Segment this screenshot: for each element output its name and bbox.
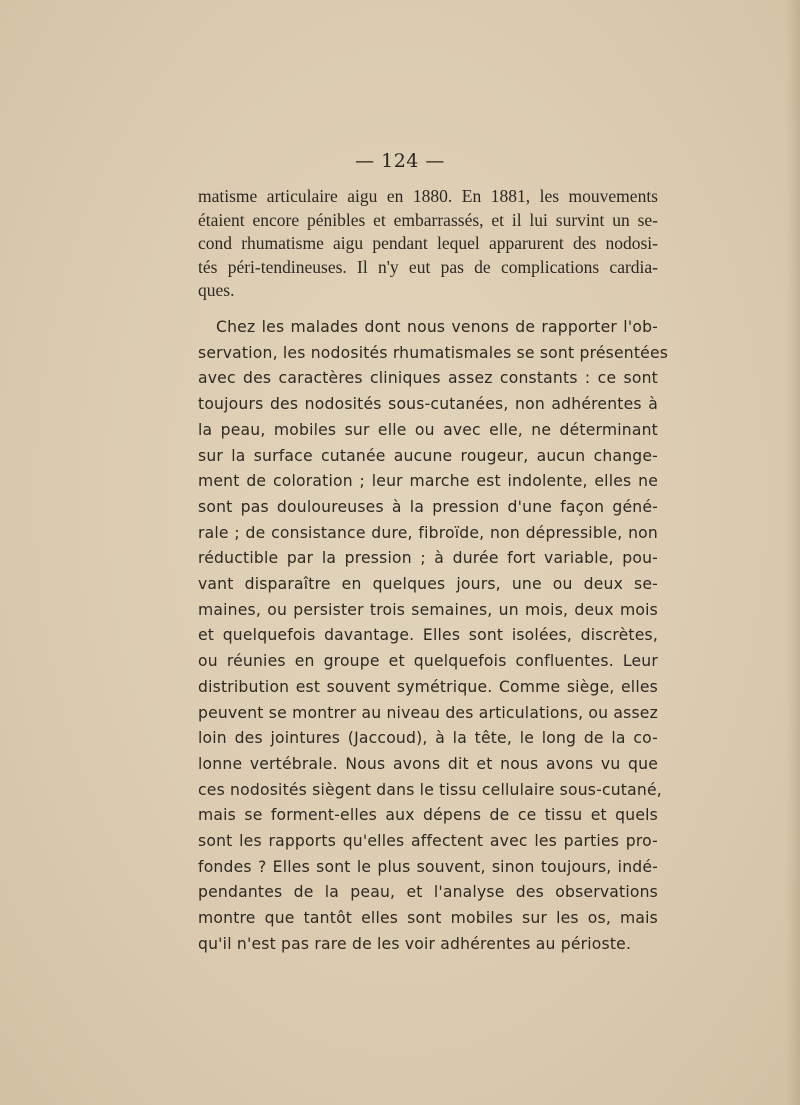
text-line: qu'il n'est pas rare de les voir adhérentes au périoste.	[198, 934, 632, 953]
text-line: ment de coloration ; leur marche est indolente, elles ne	[198, 472, 658, 491]
text-line: peuvent se montrer au niveau des articulations, ou assez	[198, 703, 658, 722]
text-line: ces nodosités siègent dans le tissu cellulaire sous-cutané,	[198, 780, 662, 799]
page-number: — 124 —	[355, 150, 445, 172]
text-line: pendantes de la peau, et l'analyse des observations	[198, 883, 658, 902]
text-line: montre que tantôt elles sont mobiles sur les os, mais	[198, 909, 658, 928]
text-line: matisme articulaire aigu en 1880. En 1881, les mouvements	[198, 186, 658, 206]
text-line: lonne vertébrale. Nous avons dit et nous avons vu que	[198, 754, 658, 773]
text-line: toujours des nodosités sous-cutanées, non adhérentes à	[198, 395, 658, 414]
text-line: sont les rapports qu'elles affectent avec les parties pro-	[198, 832, 658, 851]
paragraph-main	[198, 315, 669, 958]
text-line: avec des caractères cliniques assez constants : ce sont	[198, 369, 658, 388]
text-line: ou réunies en groupe et quelquefois confluentes. Leur	[198, 652, 658, 671]
text-line: vant disparaître en quelques jours, une ou deux se-	[198, 575, 658, 594]
text-line: distribution est souvent symétrique. Comme siège, elles	[198, 677, 658, 696]
text-line: réductible par la pression ; à durée fort variable, pou-	[198, 549, 658, 568]
text-line: loin des jointures (Jaccoud), à la tête, le long de la co-	[198, 729, 658, 748]
text-line: servation, les nodosités rhumatismales se sont présentées	[198, 343, 669, 362]
text-line: Chez les malades dont nous venons de rapporter l'ob-	[216, 318, 658, 336]
text-line: sur la surface cutanée aucune rougeur, aucun change-	[198, 446, 658, 465]
text-line: fondes ? Elles sont le plus souvent, sinon toujours, indé-	[198, 857, 658, 876]
text-line: la peau, mobiles sur elle ou avec elle, ne déterminant	[198, 420, 658, 439]
paragraph-continuation	[198, 185, 658, 303]
text-line: ques.	[198, 280, 235, 301]
text-line: mais se forment-elles aux dépens de ce tissu et quels	[198, 806, 658, 825]
text-line: cond rhumatisme aigu pendant lequel apparurent des nodosi-	[198, 233, 658, 254]
text-line: rale ; de consistance dure, fibroïde, non dépressible, non	[198, 523, 658, 542]
text-line: et quelquefois davantage. Elles sont isolées, discrètes,	[198, 626, 658, 645]
text-line: maines, ou persister trois semaines, un mois, deux mois	[198, 600, 658, 619]
text-line: sont pas douloureuses à la pression d'une façon géné-	[198, 497, 658, 516]
text-line: étaient encore pénibles et embarrassés, et il lui survint un se-	[198, 209, 658, 230]
text-line: tés péri-tendineuses. Il n'y eut pas de complications cardia-	[198, 256, 658, 277]
